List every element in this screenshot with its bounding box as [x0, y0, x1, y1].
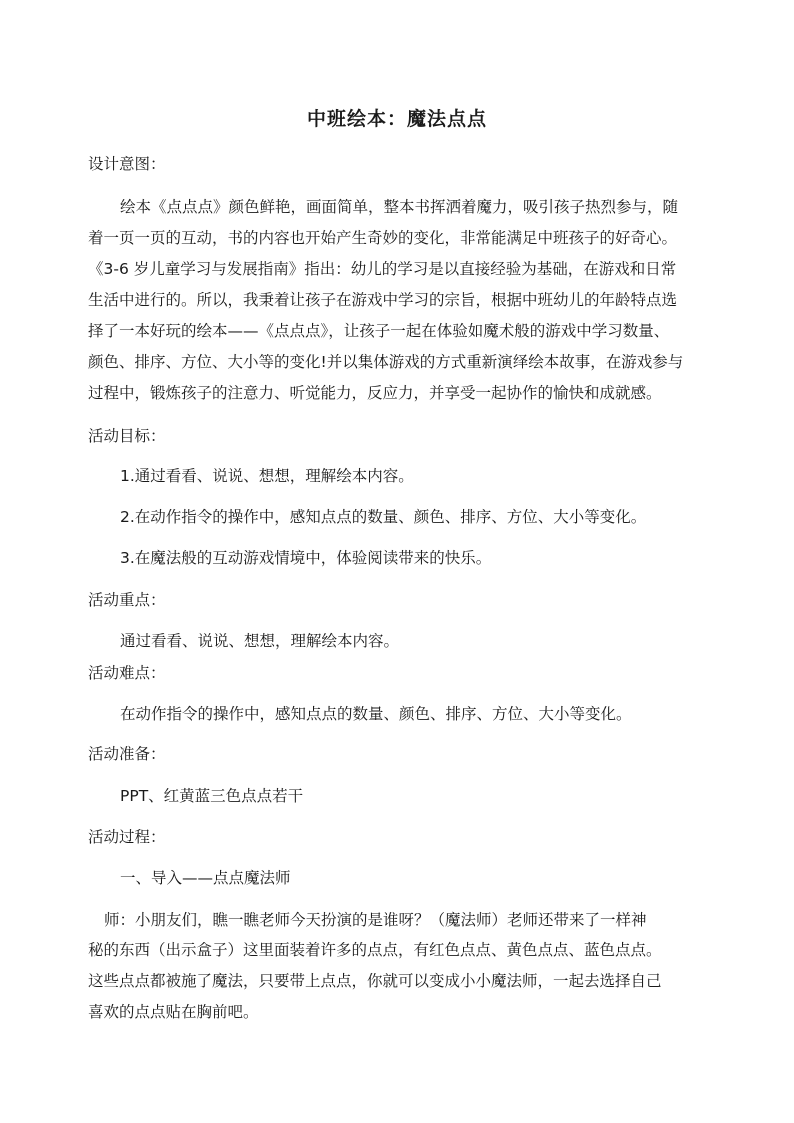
key-point-text: 通过看看、说说、想想，理解绘本内容。 — [120, 632, 400, 650]
intent-paragraph-line: 《3-6 岁儿童学习与发展指南》指出：幼儿的学习是以直接经验为基础，在游戏和日常 — [88, 260, 677, 278]
goal-item: 3.在魔法般的互动游戏情境中，体验阅读带来的快乐。 — [120, 549, 492, 567]
difficulty-text: 在动作指令的操作中，感知点点的数量、颜色、排序、方位、大小等变化。 — [120, 705, 632, 723]
intent-paragraph-line: 生活中进行的。所以，我秉着让孩子在游戏中学习的宗旨，根据中班幼儿的年龄特点选 — [88, 291, 678, 309]
preparation-text: PPT、红黄蓝三色点点若干 — [120, 787, 304, 805]
step1-paragraph-line: 这些点点都被施了魔法，只要带上点点，你就可以变成小小魔法师，一起去选择自己 — [88, 972, 662, 990]
preparation-heading: 活动准备： — [88, 745, 166, 763]
intent-paragraph-line: 择了一本好玩的绘本——《点点点》，让孩子一起在体验如魔术般的游戏中学习数量、 — [88, 322, 670, 340]
intent-paragraph-line: 绘本《点点点》颜色鲜艳，画面简单，整本书挥洒着魔力，吸引孩子热烈参与，随 — [120, 198, 679, 216]
intent-paragraph-line: 着一页一页的互动，书的内容也开始产生奇妙的变化，非常能满足中班孩子的好奇心。 — [88, 229, 678, 247]
intent-paragraph-line: 过程中，锻炼孩子的注意力、听觉能力，反应力，并享受一起协作的愉快和成就感。 — [88, 384, 662, 402]
step1-paragraph-line: 师：小朋友们，瞧一瞧老师今天扮演的是谁呀？（魔法师）老师还带来了一样神 — [104, 911, 647, 929]
process-heading: 活动过程： — [88, 828, 166, 846]
document-title: 中班绘本：魔法点点 — [306, 108, 487, 130]
goal-item: 2.在动作指令的操作中，感知点点的数量、颜色、排序、方位、大小等变化。 — [120, 508, 647, 526]
step1-paragraph-line: 喜欢的点点贴在胸前吧。 — [88, 1003, 259, 1021]
key-point-heading: 活动重点： — [88, 591, 166, 609]
step1-heading: 一、导入——点点魔法师 — [120, 869, 291, 887]
goals-heading: 活动目标： — [88, 427, 166, 445]
intent-heading: 设计意图： — [88, 155, 166, 173]
step1-paragraph-line: 秘的东西（出示盒子）这里面装着许多的点点，有红色点点、黄色点点、蓝色点点。 — [88, 941, 662, 959]
goal-item: 1.通过看看、说说、想想，理解绘本内容。 — [120, 467, 414, 485]
intent-paragraph-line: 颜色、排序、方位、大小等的变化!并以集体游戏的方式重新演绎绘本故事，在游戏参与 — [88, 353, 684, 371]
difficulty-heading: 活动难点： — [88, 664, 166, 682]
